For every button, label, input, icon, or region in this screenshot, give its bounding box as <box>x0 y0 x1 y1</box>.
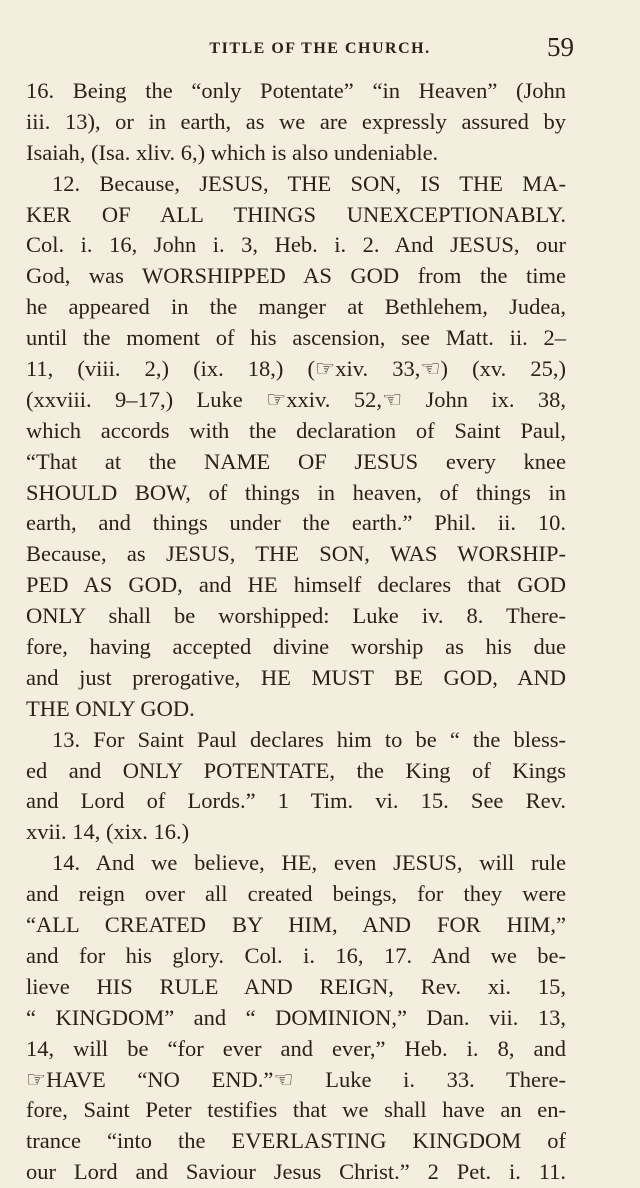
text-line: 14. And we believe, HE, even JESUS, will rule <box>52 850 566 876</box>
text-line: xvii. 14, (xix. 16.) <box>26 819 190 845</box>
text-line: he appeared in the manger at Bethlehem, Judea, <box>26 294 566 320</box>
text-line: and reign over all created beings, for they were <box>26 881 566 907</box>
text-line: and just prerogative, HE MUST BE GOD, AND <box>26 664 566 690</box>
text-line: God, was WORSHIPPED AS GOD from the time <box>26 263 566 289</box>
text-line: earth, and things under the earth.” Phil. ii. 10. <box>26 510 566 536</box>
text-line: iii. 13), or in earth, as we are expressly assured by <box>26 108 566 134</box>
text-line: our Lord and Saviour Jesus Christ.” 2 Pet. i. 11. <box>26 1159 566 1185</box>
text-line: 16. Being the “only Potentate” “in Heaven” (John <box>26 78 566 103</box>
text-line: (xxviii. 9–17,) Luke ☞xxiv. 52,☜ John ix. 38, <box>26 386 566 412</box>
text-line: ONLY shall be worshipped: Luke iv. 8. There- <box>26 603 566 629</box>
text-line: Isaiah, (Isa. xliv. 6,) which is also undeniable. <box>26 139 439 165</box>
text-line: trance “into the EVERLASTING KINGDOM of <box>26 1128 566 1154</box>
text-line: 11, (viii. 2,) (ix. 18,) (☞xiv. 33,☜) (xv. 25,) <box>26 356 566 382</box>
text-line: lieve HIS RULE AND REIGN, Rev. xi. 15, <box>26 973 566 999</box>
text-line: Because, as JESUS, THE SON, WAS WORSHIP- <box>26 541 566 567</box>
text-line: fore, having accepted divine worship as his due <box>26 634 566 660</box>
running-title: TITLE OF THE CHURCH. <box>209 40 431 57</box>
text-line: 13. For Saint Paul declares him to be “ the bless- <box>52 726 566 752</box>
text-line: “ALL CREATED BY HIM, AND FOR HIM,” <box>26 912 566 938</box>
text-line: ☞HAVE “NO END.”☜ Luke i. 33. There- <box>26 1066 566 1092</box>
text-line: Col. i. 16, John i. 3, Heb. i. 2. And JESUS, our <box>26 232 566 258</box>
text-line: which accords with the declaration of Saint Paul, <box>26 417 566 443</box>
text-line: fore, Saint Peter testifies that we shall have an en- <box>26 1097 566 1123</box>
text-line: 14, will be “for ever and ever,” Heb. i. 8, and <box>26 1035 566 1061</box>
text-line: “ KINGDOM” and “ DOMINION,” Dan. vii. 13, <box>26 1004 566 1030</box>
text-line: ed and ONLY POTENTATE, the King of Kings <box>26 757 566 783</box>
text-line: THE ONLY GOD. <box>26 695 195 721</box>
page-number: 59 <box>547 32 574 62</box>
text-line: until the moment of his ascension, see Matt. ii. 2– <box>26 325 566 351</box>
text-line: SHOULD BOW, of things in heaven, of things in <box>26 479 566 505</box>
text-line: PED AS GOD, and HE himself declares that GOD <box>26 572 566 598</box>
text-line: “That at the NAME OF JESUS every knee <box>26 448 566 474</box>
text-line: and for his glory. Col. i. 16, 17. And we be- <box>26 942 566 968</box>
text-line: and Lord of Lords.” 1 Tim. vi. 15. See Rev. <box>26 788 566 814</box>
text-line: KER OF ALL THINGS UNEXCEPTIONABLY. <box>26 201 566 227</box>
text-line: 12. Because, JESUS, THE SON, IS THE MA- <box>52 170 566 196</box>
body-text <box>26 76 566 1188</box>
